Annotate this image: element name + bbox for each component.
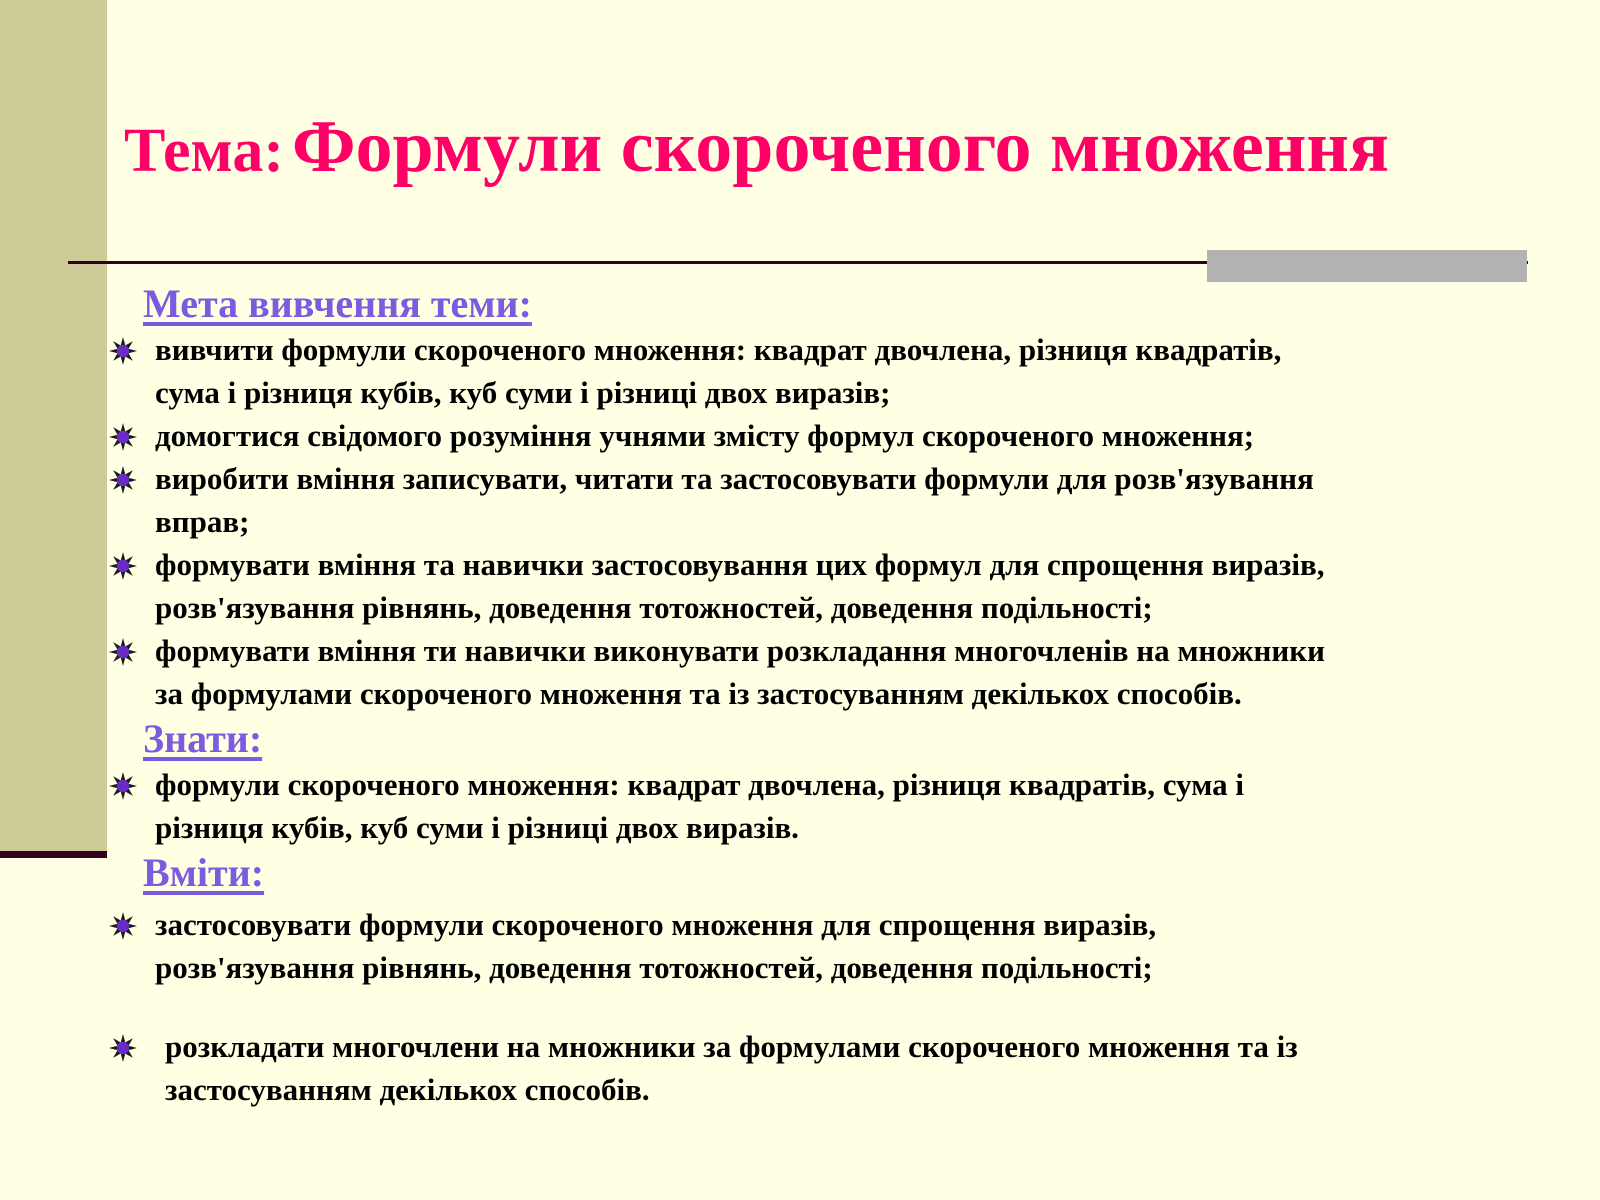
skill-item-2 bbox=[107, 1025, 1587, 1111]
star-bullet-icon bbox=[108, 336, 138, 366]
goal-item-4 bbox=[107, 543, 1587, 629]
goal-item-5 bbox=[107, 629, 1587, 715]
goal-item-1-line1: вивчити формули скороченого множення: квадрат двочлена, різниця квадратів, bbox=[155, 332, 1282, 367]
star-bullet-icon bbox=[108, 637, 138, 667]
goal-item-4-line2: розв'язування рівнянь, доведення тотожностей, доведення подільності; bbox=[155, 590, 1153, 625]
goal-item-1-line2: сума і різниця кубів, куб суми і різниці двох виразів; bbox=[155, 375, 891, 410]
star-bullet-icon bbox=[108, 551, 138, 581]
know-item-1-line2: різниця кубів, куб суми і різниці двох виразів. bbox=[155, 810, 799, 845]
side-decor-bar bbox=[0, 0, 107, 855]
know-heading: Знати: bbox=[143, 716, 263, 761]
title-prefix: Тема: bbox=[124, 117, 284, 185]
know-item-1 bbox=[107, 763, 1587, 849]
goal-item-1 bbox=[107, 328, 1587, 414]
star-bullet-icon bbox=[108, 422, 138, 452]
title-main: Формули скороченого множення bbox=[291, 106, 1390, 188]
goal-item-3 bbox=[107, 457, 1587, 543]
side-decor-bar-foot bbox=[0, 851, 107, 858]
goal-item-3-line2: вправ; bbox=[155, 504, 250, 539]
spacer bbox=[107, 989, 1587, 1025]
skill-item-1 bbox=[107, 903, 1587, 989]
skill-item-1-line2: розв'язування рівнянь, доведення тотожностей, доведення подільності; bbox=[155, 950, 1153, 985]
slide-content bbox=[107, 280, 1587, 1111]
goal-item-4-line1: формувати вміння та навички застосовування цих формул для спрощення виразів, bbox=[155, 547, 1325, 582]
divider-accent-block bbox=[1207, 250, 1527, 282]
know-item-1-line1: формули скороченого множення: квадрат двочлена, різниця квадратів, сума і bbox=[155, 767, 1245, 802]
star-bullet-icon bbox=[108, 771, 138, 801]
goal-item-2 bbox=[107, 414, 1587, 457]
goals-heading: Мета вивчення теми: bbox=[143, 281, 532, 326]
goal-item-2-line1: домогтися свідомого розуміння учнями змісту формул скороченого множення; bbox=[155, 418, 1255, 453]
star-bullet-icon bbox=[108, 911, 138, 941]
slide-title bbox=[124, 106, 1594, 188]
goal-item-5-line1: формувати вміння ти навички виконувати розкладання многочленів на множники bbox=[155, 633, 1325, 668]
skill-item-2-line1: розкладати многочлени на множники за формулами скороченого множення та із bbox=[165, 1029, 1298, 1064]
skill-item-2-line2: застосуванням декількох способів. bbox=[165, 1072, 650, 1107]
skills-heading: Вміти: bbox=[143, 850, 265, 895]
skill-item-1-line1: застосовувати формули скороченого множення для спрощення виразів, bbox=[155, 907, 1157, 942]
goal-item-5-line2: за формулами скороченого множення та із застосуванням декількох способів. bbox=[155, 676, 1242, 711]
goal-item-3-line1: виробити вміння записувати, читати та застосовувати формули для розв'язування bbox=[155, 461, 1314, 496]
star-bullet-icon bbox=[108, 1033, 138, 1063]
star-bullet-icon bbox=[108, 465, 138, 495]
